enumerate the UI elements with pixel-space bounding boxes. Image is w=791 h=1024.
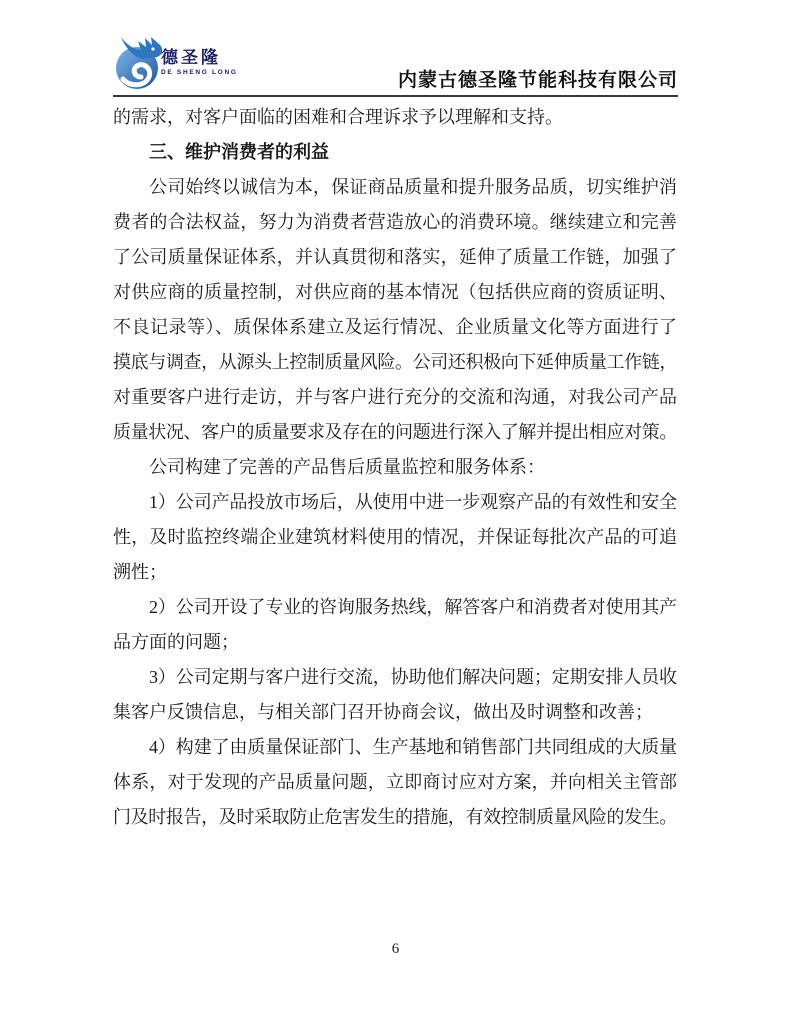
text-line: 对供应商的质量控制，对供应商的基本情况（包括供应商的资质证明、 [113,282,677,302]
dragon-logo-icon [115,34,165,91]
text-line: 品方面的问题； [113,632,239,652]
logo-text [161,49,238,76]
text-line: 对重要客户进行走访，并与客户进行充分的交流和沟通，对我公司产品 [113,387,677,407]
text-line: 费者的合法权益，努力为消费者营造放心的消费环境。继续建立和完善 [113,212,677,232]
text-line: 门及时报告，及时采取防止危害发生的措施，有效控制质量风险的发生。 [113,807,677,827]
text-line: 性，及时监控终端企业建筑材料使用的情况，并保证每批次产品的可追 [113,527,677,547]
text-line: 2）公司开设了专业的咨询服务热线，解答客户和消费者对使用其产 [149,597,677,617]
company-logo [115,34,238,91]
text-line: 公司构建了完善的产品售后质量监控和服务体系： [149,457,545,477]
text-line: 了公司质量保证体系，并认真贯彻和落实，延伸了质量工作链，加强了 [113,247,677,267]
logo-name-cn: 德圣隆 [161,48,221,67]
page-number: 6 [391,941,400,957]
document-body [113,100,677,835]
text-line: 质量状况、客户的质量要求及存在的问题进行深入了解并提出相应对策。 [113,422,677,442]
header-divider [113,95,678,97]
text-line: 溯性； [113,562,167,582]
text-line: 体系，对于发现的产品质量问题，立即商讨应对方案，并向相关主管部 [113,772,677,792]
text-line: 公司始终以诚信为本，保证商品质量和提升服务品质，切实维护消 [149,177,677,197]
text-line: 集客户反馈信息，与相关部门召开协商会议，做出及时调整和改善； [113,702,653,722]
text-line: 4）构建了由质量保证部门、生产基地和销售部门共同组成的大质量 [149,737,677,757]
page-header [113,34,678,95]
text-line: 三、维护消费者的利益 [149,142,329,162]
text-line: 不良记录等）、质保体系建立及运行情况、企业质量文化等方面进行了 [113,317,677,337]
text-line: 的需求，对客户面临的困难和合理诉求予以理解和支持。 [113,107,563,127]
text-line: 1）公司产品投放市场后，从使用中进一步观察产品的有效性和安全 [149,492,677,512]
logo-name-en: DE SHENG LONG [161,69,238,76]
text-line: 摸底与调查，从源头上控制质量风险。公司还积极向下延伸质量工作链， [113,352,677,372]
text-line: 3）公司定期与客户进行交流，协助他们解决问题；定期安排人员收 [149,667,677,687]
company-name: 内蒙古德圣隆节能科技有限公司 [397,70,678,91]
